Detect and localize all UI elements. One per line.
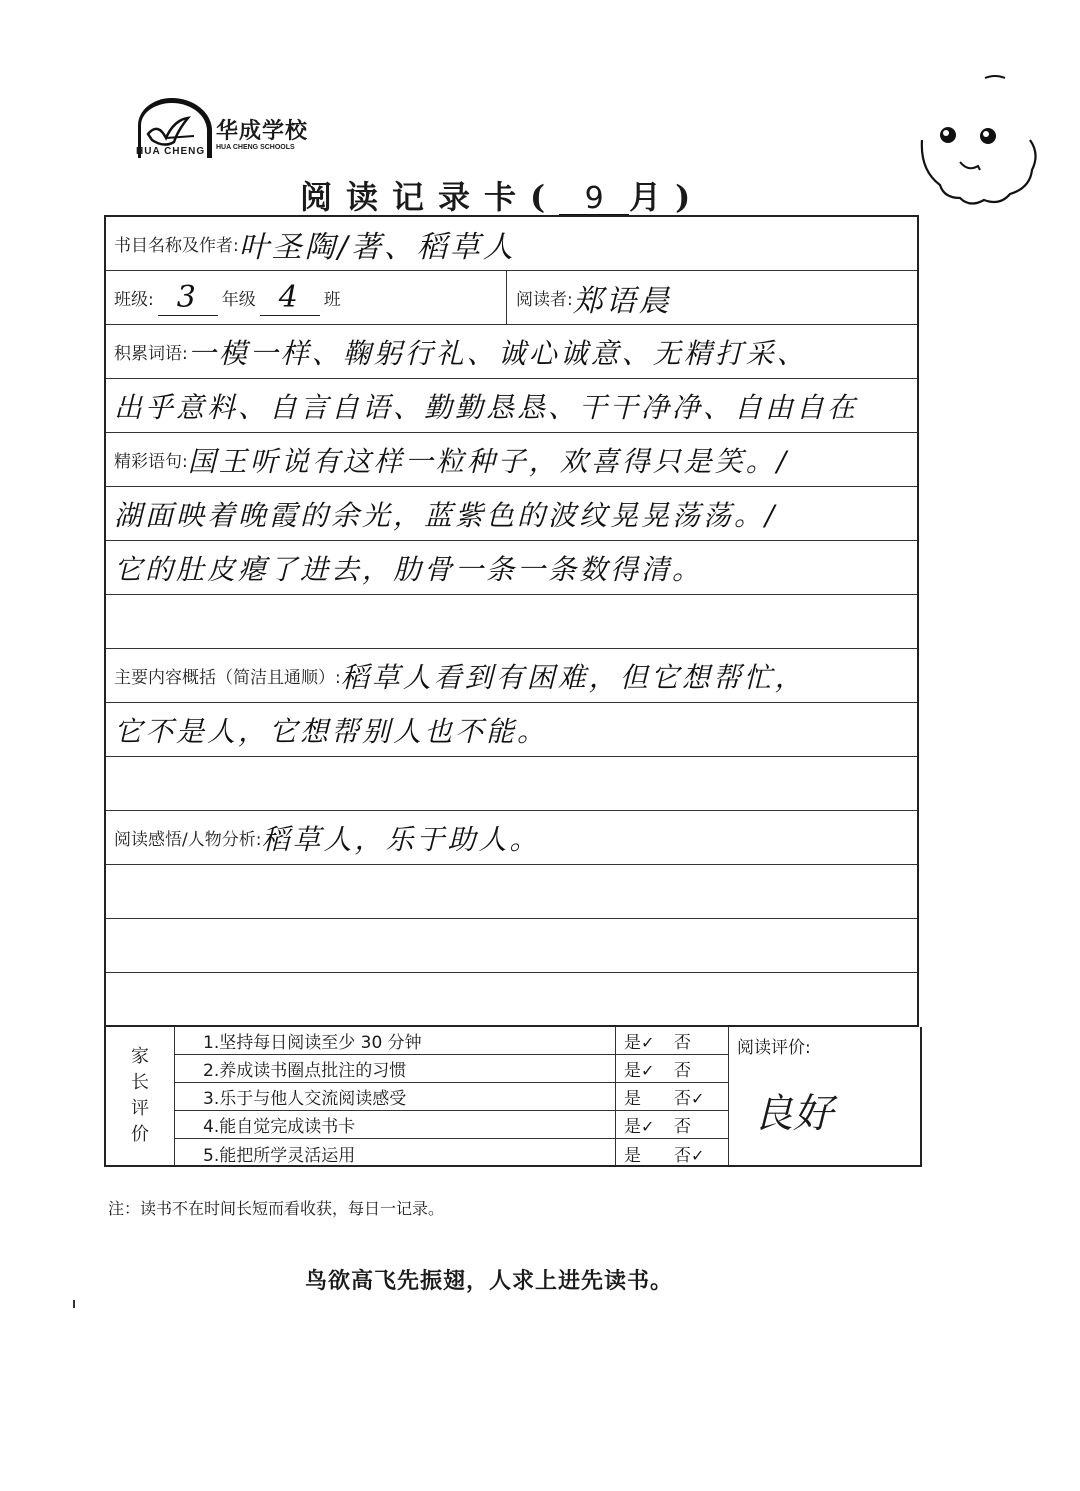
month-field[interactable]: 9 [559,184,629,216]
reflection-label: 阅读感悟/人物分析: [114,830,262,850]
yes-no-row-2 [616,1055,728,1083]
reader-field[interactable]: 郑语晨 [572,283,672,319]
yes-option[interactable]: 是✓ [624,1033,655,1053]
summary-row-2 [106,703,917,757]
check-icon: ✓ [641,1061,655,1080]
footer-note: 注：读书不在时间长短而看收获，每日一记录。 [108,1199,445,1218]
reflection-row-3 [106,919,917,973]
book-label: 书目名称及作者: [114,236,239,256]
yes-no-row-1 [616,1027,728,1055]
side-char: 评 [131,1098,149,1119]
side-char: 家 [131,1046,149,1067]
summary-line-2[interactable]: 它不是人，它想帮别人也不能。 [114,714,549,748]
logo-en-mark: HUA CHENG [136,146,206,157]
grade-unit: 年级 [221,290,256,310]
summary-row-3 [106,757,917,811]
check-icon: ✓ [641,1117,655,1136]
yes-option[interactable]: 是✓ [624,1061,655,1081]
grade-field[interactable]: 3 [158,280,218,316]
check-icon: ✓ [691,1089,705,1108]
class-label: 班级: [114,290,154,310]
school-logo [130,94,320,166]
smiling-cloud-face-icon [900,70,1060,220]
side-char: 价 [131,1124,149,1145]
title-text: 阅读记录卡 [300,178,531,216]
no-option[interactable]: 否✓ [674,1089,705,1109]
yes-option[interactable]: 是 [624,1089,641,1109]
scan-speck [73,1300,75,1308]
reflection-row-4 [106,973,917,1027]
school-name-en: HUA CHENG SCHOOLS [216,144,295,151]
parent-evaluation-label [106,1027,175,1165]
reading-grade-box [729,1027,922,1165]
sentences-row-4 [106,595,917,649]
criterion-3: 3.乐于与他人交流阅读感受 [175,1083,615,1111]
criterion-2: 2.养成读书圈点批注的习惯 [175,1055,615,1083]
sentences-label: 精彩语句: [114,452,188,472]
summary-row-1 [106,649,917,703]
grade-field[interactable]: 良好 [753,1091,833,1137]
vocabulary-row-1 [106,325,917,379]
yes-no-column [616,1027,729,1165]
vocabulary-label: 积累词语: [114,344,188,364]
reader-label: 阅读者: [516,290,573,310]
check-icon: ✓ [641,1033,655,1052]
yes-option[interactable]: 是✓ [624,1117,655,1137]
summary-label: 主要内容概括（简洁且通顺）: [114,668,341,688]
page-title [300,172,730,216]
book-field[interactable]: 叶圣陶/著、稻草人 [238,229,516,265]
vocabulary-line-1[interactable]: 一模一样、鞠躬行礼、诚心诚意、无精打采、 [187,336,808,370]
parent-evaluation-table [104,1027,922,1167]
no-option[interactable]: 否 [674,1117,691,1137]
title-month-unit: 月) [629,178,705,216]
sentences-row-3 [106,541,917,595]
sentences-row-2 [106,487,917,541]
class-number-field[interactable]: 4 [260,280,320,316]
no-option[interactable]: 否 [674,1033,691,1053]
book-row [106,217,917,271]
column-divider [506,271,507,324]
reflection-line-1[interactable]: 稻草人，乐于助人。 [261,822,541,856]
sentences-line-2[interactable]: 湖面映着晚霞的余光，蓝紫色的波纹晃晃荡荡。/ [114,498,778,532]
no-option[interactable]: 否✓ [674,1145,705,1166]
sentences-line-3[interactable]: 它的肚皮瘪了进去，肋骨一条一条数得清。 [114,552,704,586]
class-unit: 班 [323,290,341,310]
criterion-4: 4.能自觉完成读书卡 [175,1111,615,1139]
reflection-row-2 [106,865,917,919]
grade-label: 阅读评价: [737,1038,811,1058]
class-reader-row [106,271,917,325]
reflection-row-1 [106,811,917,865]
school-name-cn: 华成学校 [216,119,309,144]
summary-line-1[interactable]: 稻草人看到有困难，但它想帮忙， [340,660,806,694]
sentences-row-1 [106,433,917,487]
criterion-1: 1.坚持每日阅读至少 30 分钟 [175,1027,615,1055]
side-char: 长 [131,1072,149,1093]
reading-record-card [104,215,919,1027]
title-open-paren: ( [530,178,560,216]
yes-no-row-5 [616,1139,728,1167]
vocabulary-row-2 [106,379,917,433]
evaluation-criteria [175,1027,616,1165]
yes-option[interactable]: 是 [624,1145,641,1166]
no-option[interactable]: 否 [674,1061,691,1081]
check-icon: ✓ [691,1145,705,1165]
criterion-5: 5.能把所学灵活运用 [203,1145,356,1166]
vocabulary-line-2[interactable]: 出乎意料、自言自语、勤勤恳恳、干干净净、自由自在 [114,390,859,424]
footer-motto: 鸟欲高飞先振翅，人求上进先读书。 [305,1269,674,1294]
yes-no-row-3 [616,1083,728,1111]
sentences-line-1[interactable]: 国王听说有这样一粒种子，欢喜得只是笑。/ [187,444,790,478]
yes-no-row-4 [616,1111,728,1139]
